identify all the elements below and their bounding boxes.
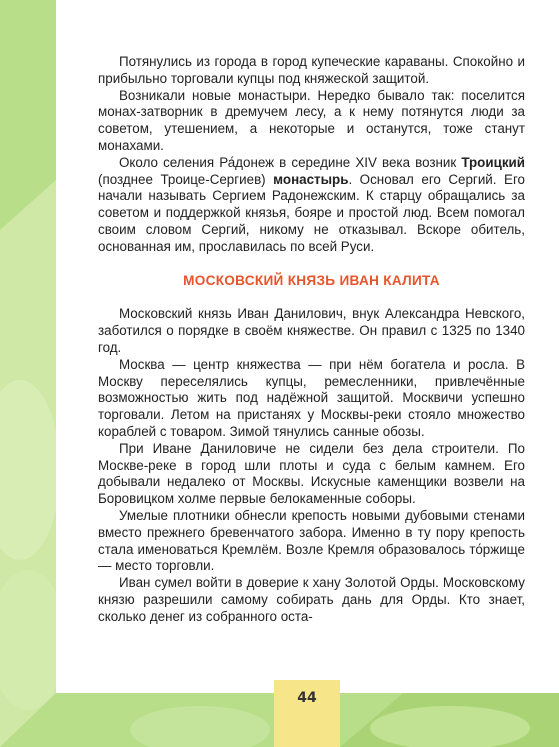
page-number: 44 bbox=[297, 690, 317, 706]
paragraph-text: Умелые плотники обнесли крепость новыми дубовыми стенами вместо прежнего бревенчатого забора. Именно в ту пору крепость стала именоваться Кремлём. Возле Кремля образовалось то́ржище — место торговли. bbox=[98, 507, 525, 574]
paragraph-text: Москва — центр княжества — при нём богатела и росла. В Москву переселялись купцы, ремесленники, привлечённые возможностью жить под надёжной защитой. Москвичи успешно торговали. Летом на пристанях у Москвы-реки стояло множество кораблей с товаром. Зимой тянулись санные обозы. bbox=[98, 356, 525, 439]
bold-term: Троицкий bbox=[461, 154, 525, 170]
paragraph-text: Около селения Ра́донеж в середине XIV века возник bbox=[119, 154, 462, 170]
paragraph-text: . Основал его Сергий. Его начали называть Сергием Радонежским. К старцу обращались за советом и поддержкой князья, бояре и простой люд. Всем помогал своим словом Сергий, никому не отказывал. Вскоре обитель, основанная им, прославилась по всей Руси. bbox=[98, 171, 525, 254]
paragraph bbox=[98, 306, 525, 356]
section-heading: МОСКОВСКИЙ КНЯЗЬ ИВАН КАЛИТА bbox=[183, 272, 440, 288]
paragraph bbox=[98, 357, 525, 441]
paragraph-text: При Иване Даниловиче не сидели без дела строители. По Москве-реке в город шли плоты и суда с белым камнем. Его добывали недалеко от Москвы. Искусные каменщики возвели на Боровицком холме первые белокаменные соборы. bbox=[98, 440, 525, 507]
paragraph bbox=[98, 155, 525, 256]
paragraph-text: (позднее Троице-Сергиев) bbox=[98, 171, 274, 187]
paragraph bbox=[98, 88, 525, 155]
paragraph-text: Иван сумел войти в доверие к хану Золотой Орды. Московскому князю разрешили самому собирать дань для Орды. Кто знает, сколько денег из собранного оста- bbox=[98, 575, 525, 624]
section-paragraphs bbox=[98, 306, 525, 625]
page-content bbox=[98, 54, 525, 626]
paragraph-text: Потянулись из города в город купеческие караваны. Спокойно и прибыльно торговали купцы под княжеской защитой. bbox=[98, 54, 525, 86]
paragraph bbox=[98, 54, 525, 88]
paragraph bbox=[98, 575, 525, 625]
paragraph-text: Московский князь Иван Данилович, внук Александра Невского, заботился о порядке в своём княжестве. Он правил с 1325 по 1340 год. bbox=[98, 306, 525, 355]
bold-term: монастырь bbox=[273, 171, 349, 187]
paragraph-text: Возникали новые монастыри. Нередко бывало так: поселится монах-затворник в дремучем лесу, а к нему потянутся люди за советом, утешением, а некоторые и останутся, тоже станут монахами. bbox=[98, 87, 525, 153]
paragraph bbox=[98, 441, 525, 508]
intro-paragraphs bbox=[98, 54, 525, 256]
paragraph bbox=[98, 508, 525, 575]
